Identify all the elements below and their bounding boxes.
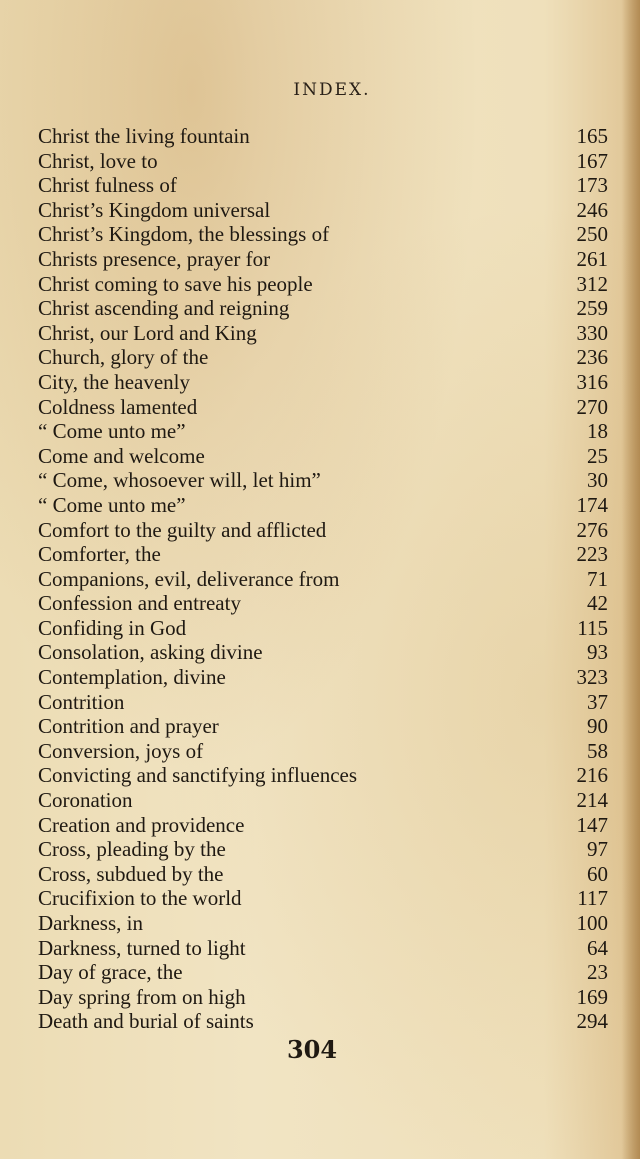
index-entry-page: 117 [577, 886, 608, 911]
index-entry [38, 296, 608, 321]
index-entry [38, 247, 608, 272]
index-entry-page: 115 [577, 615, 608, 640]
index-entry [38, 345, 608, 370]
index-entry-title: Conversion, joys of [38, 738, 204, 763]
index-entry [38, 862, 608, 887]
index-entry [38, 518, 608, 543]
index-entry-page: 330 [576, 320, 608, 345]
index-entry [38, 616, 608, 641]
index-entry [38, 493, 608, 518]
index-entry [38, 911, 608, 936]
index-entry-title: Contemplation, divine [38, 665, 226, 690]
index-entry [38, 222, 608, 247]
index-entry-page: 223 [576, 542, 608, 567]
index-entry-page: 312 [576, 271, 608, 296]
index-entry-page: 167 [576, 148, 608, 173]
page-edge-shadow [622, 0, 640, 1159]
index-entry [38, 149, 608, 174]
index-entry-title: “ Come unto me” [38, 492, 186, 517]
index-entry [38, 886, 608, 911]
index-entry-title: Darkness, in [38, 911, 143, 935]
index-entry-title: Contrition [38, 689, 125, 714]
index-entry-page: 30 [587, 468, 608, 493]
index-entry-title: Coronation [38, 788, 133, 813]
index-entry-page: 58 [587, 738, 608, 763]
index-entry-title: Comfort to the guilty and afflicted [38, 517, 327, 542]
index-entry-page: 42 [587, 591, 608, 616]
index-entry [38, 468, 608, 493]
index-entry-page: 276 [576, 517, 608, 542]
index-entry-title: Creation and providence [38, 812, 245, 837]
index-entry [38, 739, 608, 764]
index-entry [38, 985, 608, 1010]
index-entry-title: Christ the living fountain [38, 124, 250, 148]
index-entry-title: Companions, evil, deliverance from [38, 566, 340, 591]
index-entry-title: Convicting and sanctifying influences [38, 763, 358, 788]
index-entry [38, 542, 608, 567]
index-entry-page: 90 [587, 714, 608, 739]
index-entry-page: 246 [576, 197, 608, 222]
index-entry-page: 259 [576, 296, 608, 321]
index-entry [38, 690, 608, 715]
index-entry-page: 60 [587, 861, 608, 886]
index-entry-page: 236 [576, 345, 608, 370]
index-entry-title: Cross, pleading by the [38, 837, 226, 862]
index-entry [38, 640, 608, 665]
index-entry [38, 813, 608, 838]
index-entry-page: 250 [576, 222, 608, 247]
index-entry-page: 18 [587, 419, 608, 444]
index-entry [38, 419, 608, 444]
index-entry-page: 214 [576, 788, 608, 813]
index-entry-title: Day spring from on high [38, 984, 246, 1009]
index-entry-page: 64 [587, 935, 608, 960]
index-entry-title: Comforter, the [38, 542, 161, 567]
index-entry-page: 261 [576, 246, 608, 271]
index-entry [38, 665, 608, 690]
index-entry-page: 294 [576, 1009, 608, 1034]
index-entry [38, 763, 608, 788]
index-entry-page: 323 [576, 665, 608, 690]
index-entry [38, 1009, 608, 1034]
page-header [0, 80, 640, 100]
index-entry [38, 444, 608, 469]
index-entry-title: “ Come unto me” [38, 419, 186, 444]
index-entry-page: 93 [587, 640, 608, 665]
index-entry-page: 173 [576, 173, 608, 198]
index-entry [38, 370, 608, 395]
index-entry [38, 272, 608, 297]
index-entry [38, 960, 608, 985]
index-heading: INDEX. [293, 80, 371, 100]
index-entry [38, 124, 608, 149]
index-entry-page: 270 [576, 394, 608, 419]
index-entry-title: Christ fulness of [38, 173, 177, 198]
index-entry [38, 788, 608, 813]
index-entry-title: Cross, subdued by the [38, 861, 224, 886]
index-entry-title: Christ, our Lord and King [38, 320, 257, 345]
index-entry-title: Christ ascending and reigning [38, 296, 290, 321]
index-entry-page: 25 [587, 443, 608, 468]
index-entry [38, 321, 608, 346]
index-entry-title: Christ’s Kingdom universal [38, 197, 271, 222]
index-entry-title: Church, glory of the [38, 345, 209, 370]
index-entry-title: Confiding in God [38, 615, 187, 640]
index-entry-title: Contrition and prayer [38, 714, 219, 739]
index-entry-page: 165 [576, 124, 608, 148]
index-entry-title: “ Come, whosoever will, let him” [38, 468, 321, 493]
index-entry-page: 97 [587, 837, 608, 862]
index-entry-title: Confession and entreaty [38, 591, 241, 616]
index-entry-title: Christs presence, prayer for [38, 246, 271, 271]
index-entry [38, 173, 608, 198]
index-entry-page: 71 [587, 566, 608, 591]
index-entry-title: Come and welcome [38, 443, 205, 468]
index-entry [38, 198, 608, 223]
index-entry [38, 936, 608, 961]
index-entry-title: Death and burial of saints [38, 1009, 254, 1034]
index-entry-page: 316 [576, 369, 608, 394]
index-entry-title: Day of grace, the [38, 960, 183, 985]
index-entry-title: Coldness lamented [38, 394, 198, 419]
index-entry [38, 837, 608, 862]
page-number-text: 304 [286, 1035, 338, 1064]
index-entry-page: 100 [576, 911, 608, 935]
index-entry-title: Consolation, asking divine [38, 640, 263, 665]
index-entry-page: 23 [587, 960, 608, 985]
index-entry-title: Christ’s Kingdom, the blessings of [38, 222, 330, 247]
index-entry-page: 37 [587, 689, 608, 714]
index-entry [38, 395, 608, 420]
index-entry-title: Darkness, turned to light [38, 935, 246, 960]
index-entry [38, 591, 608, 616]
index-entry-page: 147 [576, 812, 608, 837]
index-entry-page: 174 [576, 492, 608, 517]
index-list [38, 124, 608, 1034]
index-entry-title: Christ, love to [38, 148, 158, 173]
index-entry [38, 567, 608, 592]
index-entry-title: Christ coming to save his people [38, 271, 313, 296]
index-entry-title: City, the heavenly [38, 369, 191, 394]
index-entry [38, 714, 608, 739]
index-entry-page: 169 [576, 984, 608, 1009]
index-entry-title: Crucifixion to the world [38, 886, 242, 911]
index-entry-page: 216 [576, 763, 608, 788]
page-number [0, 1035, 640, 1064]
